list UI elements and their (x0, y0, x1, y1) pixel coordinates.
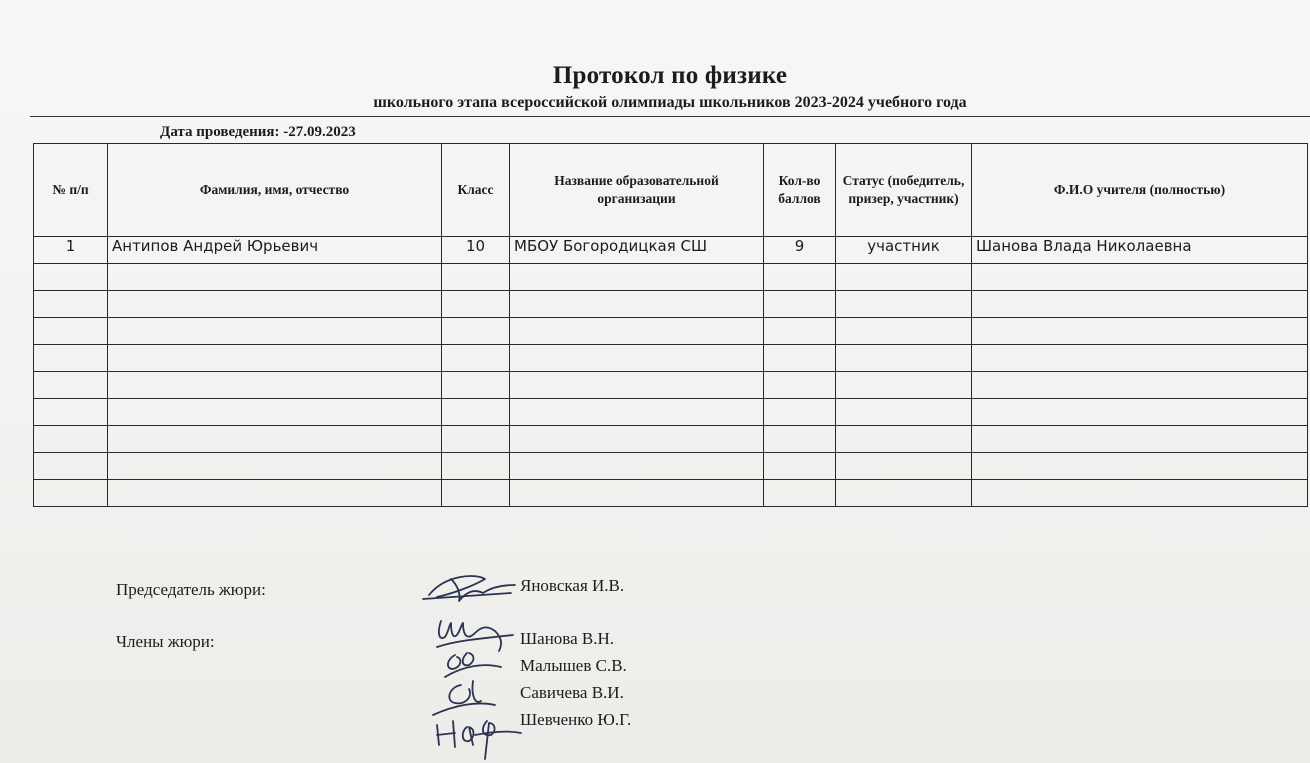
cell-organization (510, 399, 764, 426)
cell-number (34, 318, 108, 345)
table-body (34, 237, 1308, 507)
table-row (34, 399, 1308, 426)
cell-number (34, 480, 108, 507)
col-header-class: Класс (442, 144, 510, 237)
jury-chair-name: Яновская И.В. (520, 576, 625, 595)
cell-organization (510, 372, 764, 399)
cell-score (764, 372, 836, 399)
col-header-status: Статус (победитель, призер, участник) (836, 144, 972, 237)
jury-member-name: Шанова В.Н. (520, 629, 615, 648)
cell-organization (510, 453, 764, 480)
event-date: Дата проведения: -27.09.2023 (160, 124, 356, 140)
cell-organization (510, 426, 764, 453)
cell-name (108, 426, 442, 453)
cell-name: Антипов Андрей Юрьевич (108, 237, 442, 264)
cell-score (764, 453, 836, 480)
cell-number (34, 399, 108, 426)
cell-class (442, 291, 510, 318)
member-signature-1 (437, 621, 513, 651)
member-signature-2 (445, 653, 501, 677)
cell-name (108, 453, 442, 480)
cell-score (764, 291, 836, 318)
cell-status (836, 399, 972, 426)
cell-class (442, 264, 510, 291)
member-signature-3 (433, 681, 495, 715)
cell-score: 9 (764, 237, 836, 264)
cell-organization: МБОУ Богородицкая СШ (510, 237, 764, 264)
cell-class (442, 426, 510, 453)
col-header-teacher: Ф.И.О учителя (полностью) (972, 144, 1308, 237)
cell-teacher (972, 291, 1308, 318)
cell-teacher (972, 264, 1308, 291)
col-header-number: № п/п (34, 144, 108, 237)
table-row (34, 318, 1308, 345)
table-row (34, 372, 1308, 399)
results-table (33, 143, 1308, 507)
cell-teacher (972, 399, 1308, 426)
cell-organization (510, 480, 764, 507)
cell-name (108, 264, 442, 291)
cell-number: 1 (34, 237, 108, 264)
title-rule (30, 116, 1310, 117)
jury-chair-label: Председатель жюри: (116, 580, 266, 599)
cell-teacher (972, 372, 1308, 399)
cell-teacher: Шанова Влада Николаевна (972, 237, 1308, 264)
jury-member-name: Малышев С.В. (520, 656, 627, 675)
cell-organization (510, 291, 764, 318)
cell-organization (510, 318, 764, 345)
cell-status (836, 426, 972, 453)
col-header-score: Кол-во баллов (764, 144, 836, 237)
cell-number (34, 291, 108, 318)
cell-status: участник (836, 237, 972, 264)
table-row (34, 426, 1308, 453)
cell-status (836, 453, 972, 480)
cell-class: 10 (442, 237, 510, 264)
cell-number (34, 453, 108, 480)
cell-name (108, 480, 442, 507)
cell-score (764, 345, 836, 372)
member-signature-4 (437, 721, 521, 759)
table-row (34, 264, 1308, 291)
cell-class (442, 399, 510, 426)
cell-teacher (972, 318, 1308, 345)
cell-organization (510, 264, 764, 291)
cell-status (836, 291, 972, 318)
col-header-name: Фамилия, имя, отчество (108, 144, 442, 237)
cell-class (442, 453, 510, 480)
page-subtitle: школьного этапа всероссийской олимпиады школьников 2023-2024 учебного года (373, 94, 967, 111)
table-row (34, 237, 1308, 264)
cell-number (34, 372, 108, 399)
cell-class (442, 318, 510, 345)
cell-status (836, 345, 972, 372)
jury-member-name: Шевченко Ю.Г. (520, 710, 632, 729)
table-row (34, 345, 1308, 372)
cell-number (34, 345, 108, 372)
cell-teacher (972, 480, 1308, 507)
cell-status (836, 480, 972, 507)
cell-name (108, 345, 442, 372)
jury-members-label: Члены жюри: (116, 632, 215, 651)
cell-class (442, 480, 510, 507)
cell-name (108, 399, 442, 426)
table-row (34, 453, 1308, 480)
col-header-organization: Название образовательной организации (510, 144, 764, 237)
table-row (34, 291, 1308, 318)
cell-teacher (972, 345, 1308, 372)
cell-class (442, 345, 510, 372)
cell-name (108, 372, 442, 399)
cell-status (836, 318, 972, 345)
cell-score (764, 318, 836, 345)
handwritten-signatures (415, 555, 525, 760)
jury-member-name: Савичева В.И. (520, 683, 624, 702)
table-header-row (34, 144, 1308, 237)
cell-status (836, 372, 972, 399)
cell-number (34, 426, 108, 453)
cell-score (764, 399, 836, 426)
cell-score (764, 264, 836, 291)
chair-signature (423, 576, 515, 601)
cell-score (764, 480, 836, 507)
cell-class (442, 372, 510, 399)
cell-organization (510, 345, 764, 372)
cell-name (108, 318, 442, 345)
cell-status (836, 264, 972, 291)
cell-teacher (972, 453, 1308, 480)
cell-number (34, 264, 108, 291)
page-title: Протокол по физике (552, 62, 788, 89)
cell-teacher (972, 426, 1308, 453)
cell-score (764, 426, 836, 453)
cell-name (108, 291, 442, 318)
table-row (34, 480, 1308, 507)
